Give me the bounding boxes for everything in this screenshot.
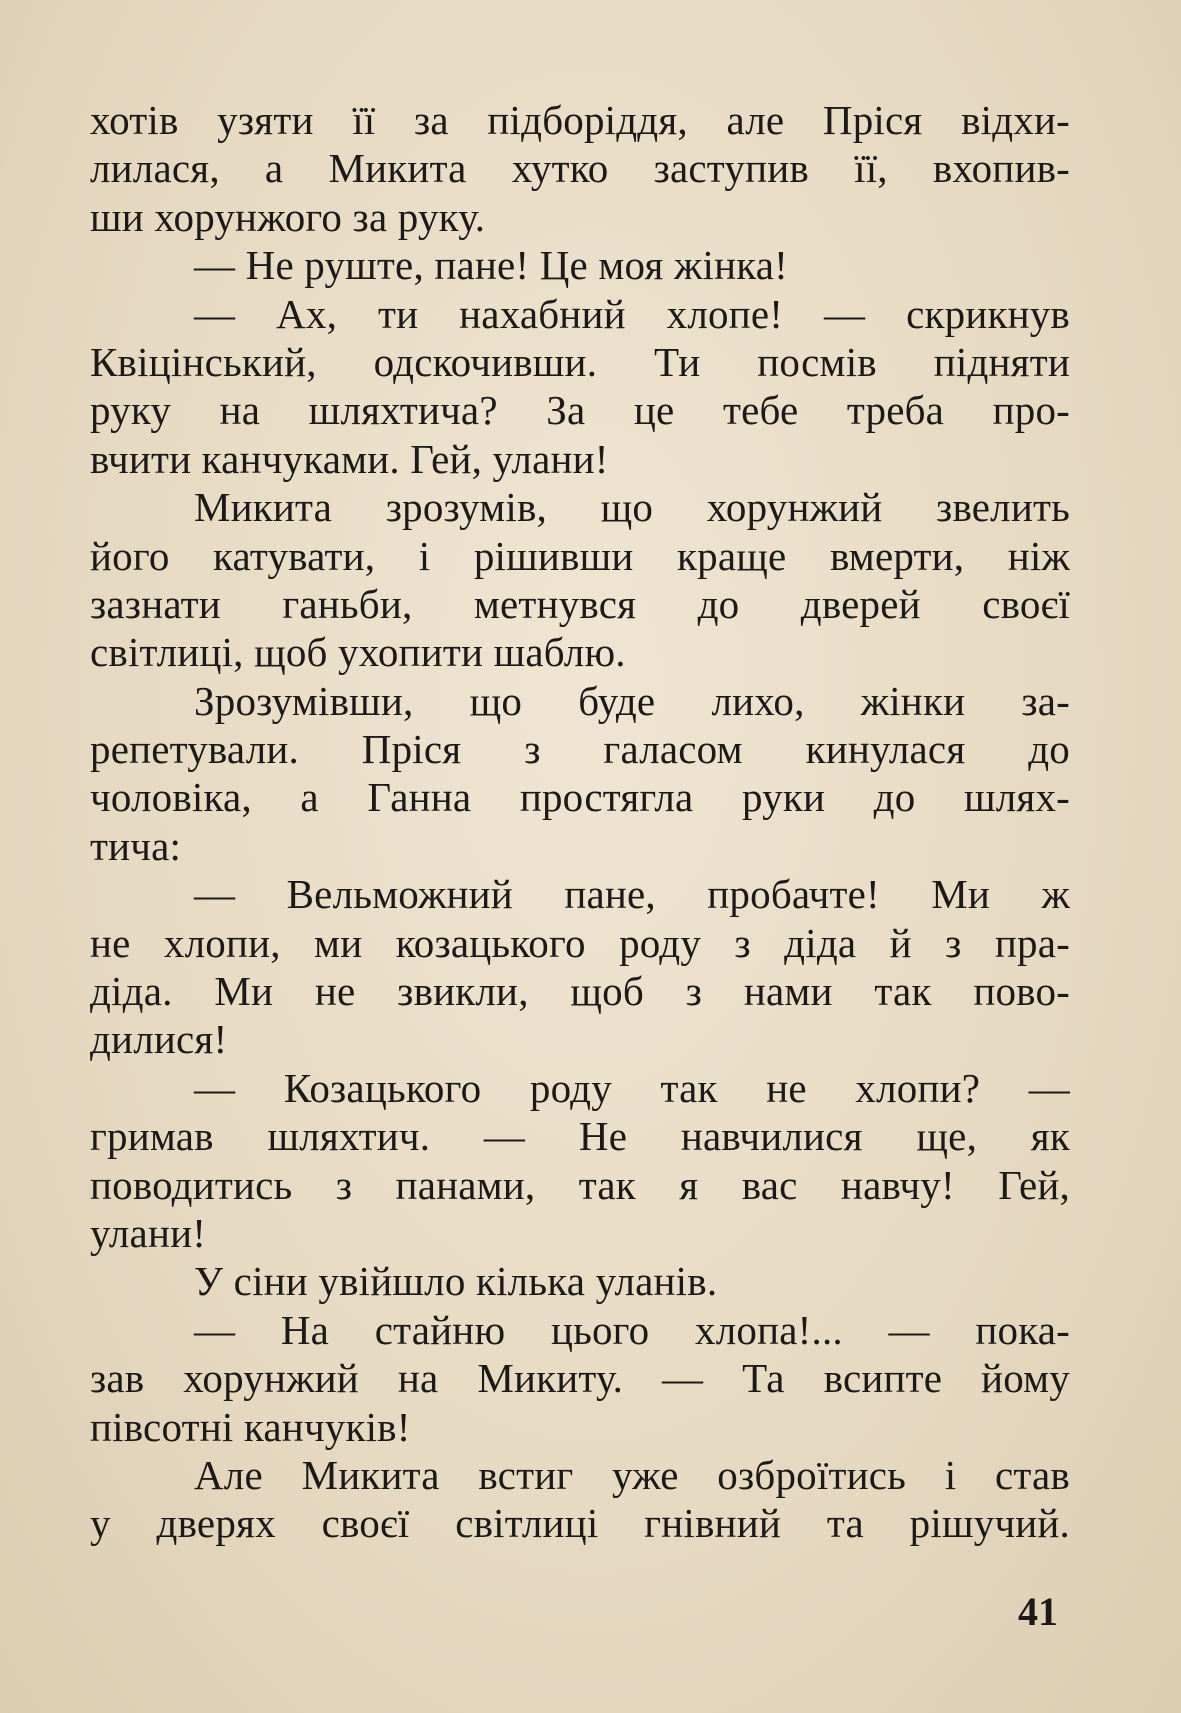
text-line: світлиці, щоб ухопити шаблю. [90, 629, 626, 676]
text-line: його катувати, і рішивши краще вмерти, ніж [90, 532, 1070, 579]
text-line: вчити канчуками. Гей, улани! [90, 435, 609, 482]
text-line: дилися! [90, 1016, 228, 1063]
text-line: — Козацького роду так не хлопи? — [194, 1064, 1070, 1111]
text-line: Але Микита встиг уже озброїтись і став [194, 1451, 1070, 1498]
text-line: руку на шляхтича? За це тебе треба про- [90, 387, 1070, 434]
text-line: півсотні канчуків! [90, 1403, 411, 1450]
text-line: діда. Ми не звикли, щоб з нами так пово- [90, 968, 1070, 1015]
text-line: — Не руште, пане! Це моя жінка! [194, 242, 788, 289]
text-line: не хлопи, ми козацького роду з діда й з пра- [90, 919, 1070, 966]
page-number: 41 [1018, 1589, 1058, 1634]
text-line: — Ах, ти нахабний хлопе! — скрикнув [194, 290, 1070, 337]
text-line: репетували. Пріся з галасом кинулася до [90, 726, 1070, 773]
text-line: лилася, а Микита хутко заступив її, вхопив- [90, 145, 1070, 192]
text-line: Микита зрозумів, що хорунжий звелить [194, 484, 1070, 531]
text-line: поводитись з панами, так я вас навчу! Гей, [90, 1161, 1070, 1208]
text-line: чоловіка, а Ганна простягла руки до шлях- [90, 774, 1070, 821]
text-line: ши хорунжого за руку. [90, 193, 486, 240]
text-line: гримав шляхтич. — Не навчилися ще, як [90, 1113, 1070, 1160]
text-line: — На стайню цього хлопа!... — пока- [194, 1306, 1070, 1353]
text-line: Квіцінський, одскочивши. Ти посмів підняти [90, 338, 1070, 385]
text-line: — Вельможний пане, пробачте! Ми ж [194, 871, 1070, 918]
text-line: Зрозумівши, що буде лихо, жінки за- [194, 677, 1070, 724]
body-text [90, 96, 1070, 1548]
text-line: зав хорунжий на Микиту. — Та всипте йому [90, 1355, 1070, 1402]
text-line: У сіни увійшло кілька уланів. [194, 1258, 718, 1305]
text-line: тича: [90, 822, 182, 869]
text-line: улани! [90, 1209, 207, 1256]
text-line: зазнати ганьби, метнувся до дверей своєї [90, 580, 1070, 627]
text-line: хотів узяти її за підборіддя, але Пріся відхи- [90, 97, 1070, 143]
text-line: у дверях своєї світлиці гнівний та рішучий. [90, 1500, 1070, 1547]
